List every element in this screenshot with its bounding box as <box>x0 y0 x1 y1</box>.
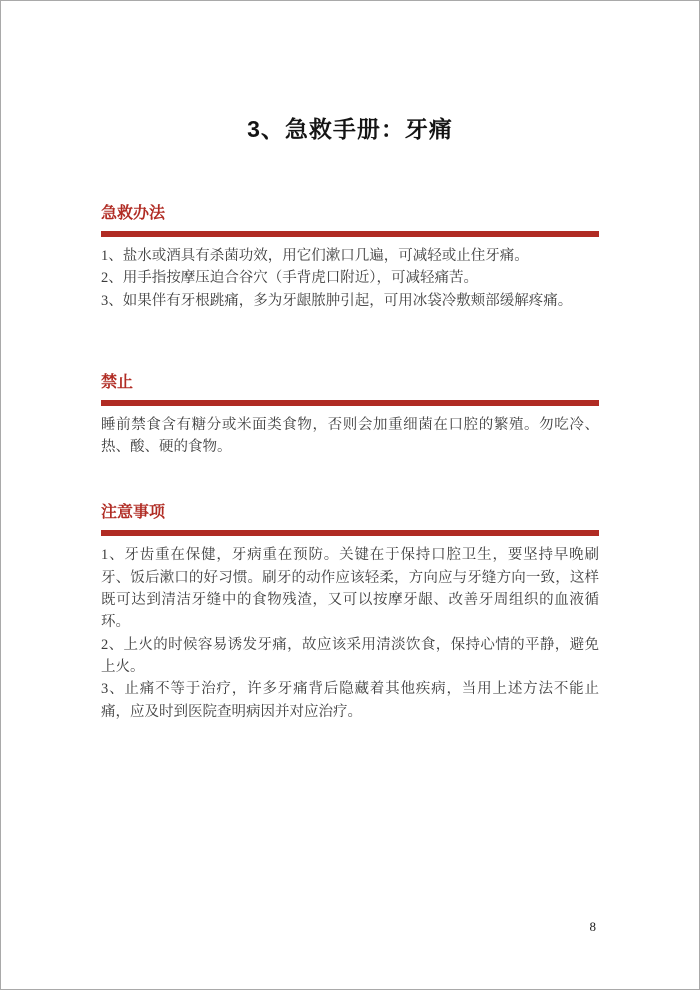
page-title: 3、急救手册：牙痛 <box>247 116 453 142</box>
page-number: 8 <box>589 919 596 934</box>
section-body <box>101 245 599 312</box>
section-first-aid-methods <box>101 203 599 312</box>
section-heading: 注意事项 <box>101 504 166 522</box>
section-heading: 禁止 <box>101 373 134 391</box>
section-precautions <box>101 502 599 722</box>
section-body <box>101 414 599 459</box>
list-item: 3、如果伴有牙根跳痛，多为牙龈脓肿引起，可用冰袋冷敷颊部缓解疼痛。 <box>101 292 573 309</box>
section-divider-bar <box>101 530 599 536</box>
page-content <box>1 1 699 723</box>
section-divider-bar <box>101 400 599 406</box>
section-heading: 急救办法 <box>101 205 166 222</box>
paragraph: 睡前禁食含有糖分或米面类食物，否则会加重细菌在口腔的繁殖。勿吃冷、热、酸、硬的食物。 <box>101 416 599 456</box>
list-item: 1、盐水或酒具有杀菌功效，用它们漱口几遍，可减轻或止住牙痛。 <box>101 248 529 264</box>
section-divider-bar <box>101 231 599 237</box>
list-item: 3、止痛不等于治疗，许多牙痛背后隐藏着其他疾病，当用上述方法不能止痛，应及时到医院查明病因并对应治疗。 <box>101 681 599 720</box>
list-item: 2、用手指按摩压迫合谷穴（手背虎口附近），可减轻痛苦。 <box>101 270 478 287</box>
list-item: 1、牙齿重在保健，牙病重在预防。关键在于保持口腔卫生，要坚持早晚刷牙、饭后漱口的好习惯。刷牙的动作应该轻柔，方向应与牙缝方向一致，这样既可达到清洁牙缝中的食物残渣，又可以按摩牙龈、改善牙周组织的血液循环。 <box>101 547 599 631</box>
list-item: 2、上火的时候容易诱发牙痛，故应该采用清淡饮食，保持心情的平静，避免上火。 <box>101 636 599 675</box>
section-body <box>101 544 599 722</box>
section-prohibited <box>101 372 599 459</box>
